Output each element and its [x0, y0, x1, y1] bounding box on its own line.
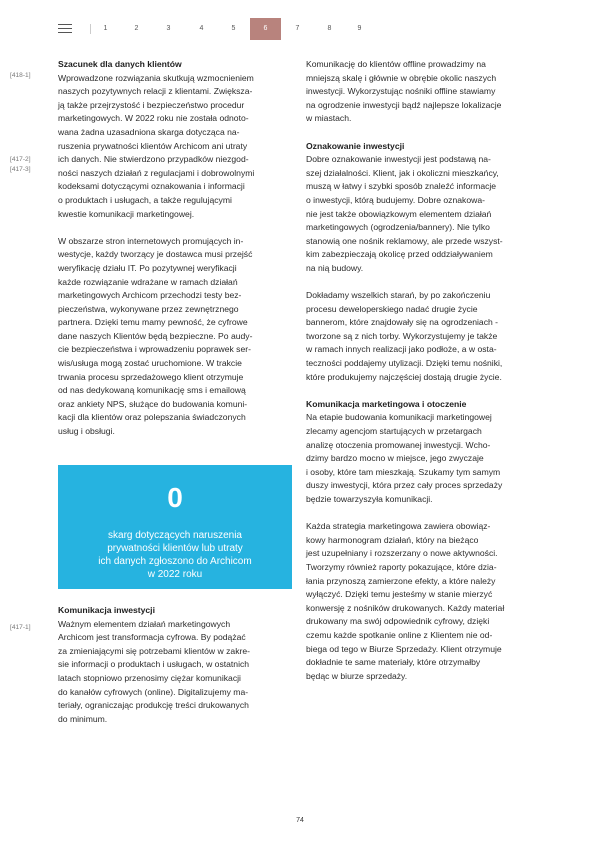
left-column-bottom	[58, 604, 292, 726]
gri-ref-417-2: [417-2]	[10, 156, 31, 163]
stat-number: 0	[167, 482, 183, 513]
gri-ref-417-3: [417-3]	[10, 166, 31, 173]
banner-reuse-paragraph: Dokładamy wszelkich starań, by po zakończeniu procesu deweloperskiego nadać drugie życie bannerom, które znajdowały się na ogrodzeniach - tworzone są z nich torby. Wykorzystujemy je także w ramach innych realizacji jako podłoże, a w osta- teczności poddajemy utylizacji. Dzięki temu nośniki, które produkujemy najczęściej dostają drugie życie.	[306, 290, 503, 382]
nav-chapter-4[interactable]: 4	[199, 25, 204, 32]
section-heading-investment-communication: Komunikacja inwestycji	[58, 605, 155, 615]
privacy-paragraph: Wprowadzone rozwiązania skutkują wzmocnieniem naszych pozytywnych relacji z klientami. Zwiększa- ją także przejrzystość i bezpieczeństwo procedur marketingowych. W 2022 roku nie została odnoto- wana żadna uzasadniona skarga dotycząca na- ruszenia prywatności klientów Archicom ani utraty ich danych. Nie stwierdzono przypadków niezgod- ności naszych działań z regulacjami i dobrowolnymi kodeksami dotyczącymi oznakowania i informacji o produktach i usługach, a także regulującymi kwestie komunikacji marketingowej.	[58, 72, 255, 219]
gri-ref-418-1: [418-1]	[10, 72, 31, 79]
menu-icon[interactable]	[58, 24, 72, 33]
signage-paragraph: Dobre oznakowanie inwestycji jest podstawą na- szej działalności. Klient, jak i okoliczni mieszkańcy, muszą w łatwy i szybki sposób znaleźć informacje o inwestycji, którą budujemy. Dobre oznakowa- nie jest także obowiązkowym elementem działań marketingowych (ogrodzenia/bannery). Nie tylko stanowią one nośnik reklamowy, ale przede wszyst- kim zabezpieczają okolicę przed oddziaływaniem na nią budowy.	[306, 154, 503, 273]
right-column	[306, 58, 544, 683]
nav-chapter-1[interactable]: 1	[103, 25, 108, 32]
nav-chapter-6-active[interactable]: 6	[250, 18, 281, 40]
section-heading-marketing-environment: Komunikacja marketingowa i otoczenie	[306, 398, 467, 409]
offline-communication-paragraph: Komunikację do klientów offline prowadzimy na mniejszą skalę i głównie w obrębie okolic naszych inwestycji. Wykorzystując nośniki offline stawiamy na ogrodzenie inwestycji bądź najlepsze lokalizacje w miastach.	[306, 59, 502, 124]
page-number: 74	[296, 817, 304, 824]
section-heading-signage: Oznakowanie inwestycji	[306, 140, 405, 151]
nav-chapter-2[interactable]: 2	[134, 25, 139, 32]
complaints-stat-box	[58, 465, 292, 589]
nav-chapter-3[interactable]: 3	[166, 25, 171, 32]
marketing-strategy-paragraph: Każda strategia marketingowa zawiera obowiąz- kowy harmonogram działań, który na bieżąco jest uzupełniany i rozszerzany o nowe aktywności. Tworzymy również raporty pokazujące, które dzia- łania przynoszą zamierzone efekty, a które należy wyłączyć. Dzięki temu jesteśmy w stanie mierzyć konwersję z nośników drukowanych. Każdy materiał drukowany ma swój odpowiednik cyfrowy, dzięki czemu każde spotkanie online z Klientem nie od- biega od tego w Biurze Sprzedaży. Klient otrzymuje dokładnie te same materiały, które otrzymałby będąc w biurze sprzedaży.	[306, 521, 505, 681]
stat-description: skarg dotyczących naruszenia prywatności klientów lub utraty ich danych zgłoszono do Archicom w 2022 roku	[98, 530, 252, 580]
digital-transformation-paragraph: Ważnym elementem działań marketingowych Archicom jest transformacja cyfrowa. By podążać za zmieniającymi się potrzebami klientów w zakre- sie informacji o produktach i usługach, w ostatnich latach stopniowo przenosimy ciężar komunikacji do kanałów cyfrowych (online). Digitalizujemy ma- teriały, ograniczając produkcję treści drukowanych do minimum.	[58, 618, 250, 724]
section-heading-privacy: Szacunek dla danych klientów	[58, 59, 182, 69]
nav-chapter-9[interactable]: 9	[357, 25, 362, 32]
nav-chapter-7[interactable]: 7	[295, 25, 300, 32]
web-security-paragraph: W obszarze stron internetowych promujących in- westycje, każdy tworzący je dostawca musi przejść weryfikację działu IT. Po pozytywnej weryfikacji każde rozwiązanie wdrażane w ramach działań marketingowych Archicom przechodzi testy bez- pieczeństwa, wykonywane przez zewnętrznego partnera. Dzięki temu mamy pewność, że cyfrowe dane naszych Klientów będą bezpieczne. Po audy- cie bezpieczeństwa i wprowadzeniu poprawek ser- wis/usługa mogą zostać uruchomione. W trakcie trwania procesu sprzedażowego klient otrzymuje od nas dedykowaną komunikację sms i emailową oraz ankiety NPS, służące do budowania komuni- kacji dla klientów oraz polepszania świadczonych usług i obsługi.	[58, 235, 253, 437]
gri-ref-417-1: [417-1]	[10, 624, 31, 631]
nav-chapter-8[interactable]: 8	[327, 25, 332, 32]
chapter-navigation	[0, 18, 600, 40]
marketing-environment-paragraph: Na etapie budowania komunikacji marketingowej zlecamy agencjom startujących w przetargach analizę otoczenia promowanej inwestycji. Wcho- dzimy bardzo mocno w miejsce, jego zwyczaje i osoby, które tam mieszkają. Szukamy tym samym duszy inwestycji, która przez cały proces sprzedaży będzie towarzyszyła komunikacji.	[306, 412, 503, 504]
nav-chapter-5[interactable]: 5	[231, 25, 236, 32]
left-column	[58, 58, 292, 439]
